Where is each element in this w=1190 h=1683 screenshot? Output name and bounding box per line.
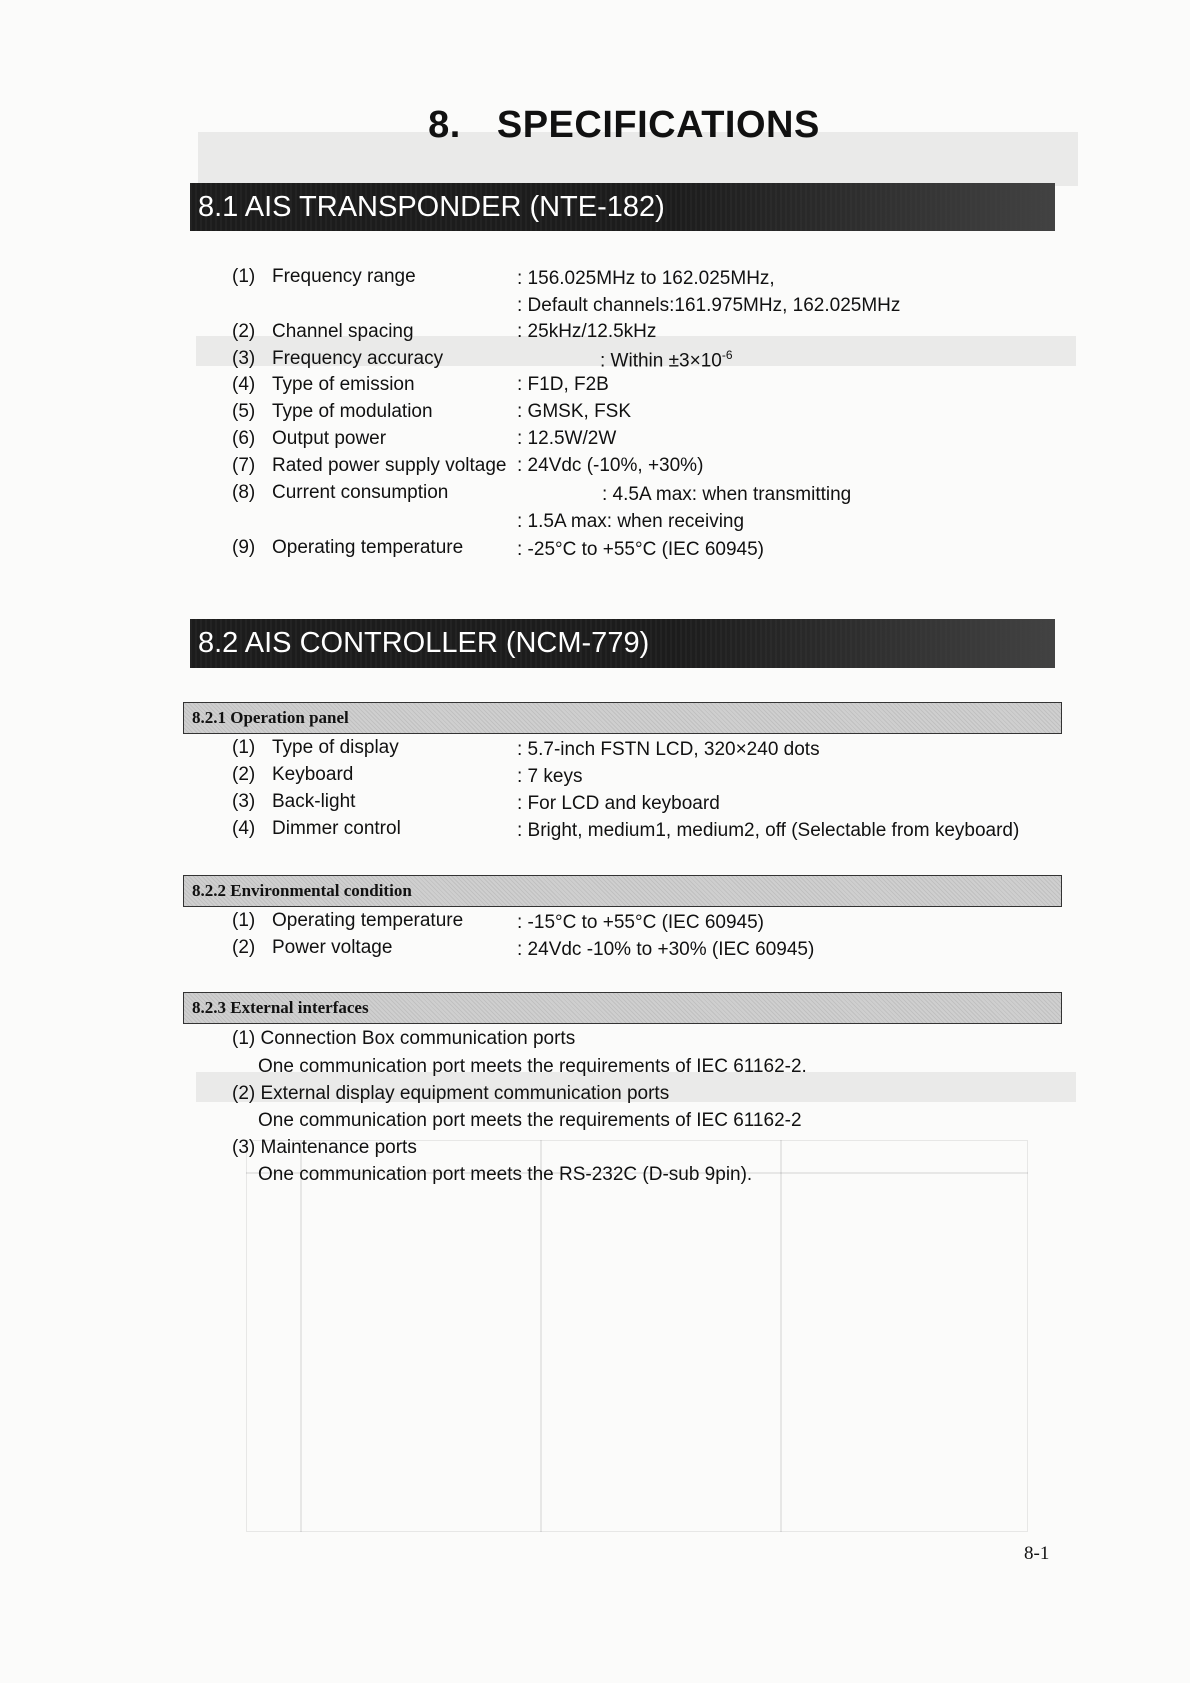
item-number: (2) (232, 937, 256, 958)
subsection-heading-external-interfaces (183, 992, 1062, 1024)
item-value: : 7 keys (517, 766, 583, 787)
bleed-through-table (246, 1140, 1028, 1532)
item-value: : GMSK, FSK (517, 401, 632, 422)
bleed-through-rule (540, 1140, 542, 1532)
bleed-through-rule (780, 1140, 782, 1532)
item-number: (6) (232, 428, 256, 449)
section-heading-text: 8.2 AIS CONTROLLER (NCM-779) (198, 627, 650, 659)
item-number: (4) (232, 374, 256, 395)
item-value-continued: : Default channels:161.975MHz, 162.025MHz (517, 295, 901, 316)
item-value: : 24Vdc (-10%, +30%) (517, 455, 704, 476)
item-value: : 12.5W/2W (517, 428, 617, 449)
page-number: 8-1 (1024, 1543, 1050, 1564)
item-label: Type of display (272, 737, 399, 758)
item-number: (2) (232, 764, 256, 785)
section-heading-transponder (190, 183, 1055, 231)
item-label: Power voltage (272, 937, 393, 958)
item-label: Type of modulation (272, 401, 433, 422)
item-value: : Bright, medium1, medium2, off (Selectable from keyboard) (517, 820, 1020, 841)
item-number: (1) (232, 737, 256, 758)
item-value: : -25°C to +55°C (IEC 60945) (517, 539, 765, 560)
item-value: : 156.025MHz to 162.025MHz, (517, 268, 775, 289)
item-value: : 5.7-inch FSTN LCD, 320×240 dots (517, 739, 820, 760)
item-value: : 25kHz/12.5kHz (517, 321, 657, 342)
item-label: Rated power supply voltage (272, 455, 507, 476)
item-value (600, 348, 733, 372)
chapter-title: SPECIFICATIONS (496, 104, 820, 146)
item-label: Dimmer control (272, 818, 401, 839)
section-heading-text: 8.1 AIS TRANSPONDER (NTE-182) (198, 190, 665, 223)
interface-title: (1) Connection Box communication ports (232, 1028, 576, 1049)
interface-title: (2) External display equipment communication ports (232, 1083, 670, 1104)
item-value-text: : Within ±3×10 (600, 350, 722, 372)
item-value-continued: : 1.5A max: when receiving (517, 511, 745, 532)
interface-title: (3) Maintenance ports (232, 1137, 417, 1158)
item-label: Channel spacing (272, 321, 414, 342)
item-label: Type of emission (272, 374, 415, 395)
item-value-exponent: -6 (721, 348, 733, 362)
item-value: : -15°C to +55°C (IEC 60945) (517, 912, 765, 933)
heading-gradient (675, 619, 1055, 668)
item-number: (5) (232, 401, 256, 422)
item-label: Back-light (272, 791, 356, 812)
chapter-number: 8. (428, 104, 461, 146)
item-label: Frequency accuracy (272, 348, 444, 369)
interface-description: One communication port meets the RS-232C (D-sub 9pin). (258, 1164, 753, 1185)
subsection-heading-text: 8.2.3 External interfaces (192, 998, 369, 1017)
page-title (0, 104, 1190, 147)
subsection-heading-text: 8.2.1 Operation panel (192, 708, 349, 727)
item-number: (1) (232, 266, 256, 287)
item-label: Current consumption (272, 482, 449, 503)
item-number: (7) (232, 455, 256, 476)
section-heading-controller (190, 619, 1055, 668)
item-number: (9) (232, 537, 256, 558)
item-label: Operating temperature (272, 910, 464, 931)
item-number: (3) (232, 348, 256, 369)
item-number: (3) (232, 791, 256, 812)
interface-description: One communication port meets the requirements of IEC 61162-2. (258, 1056, 807, 1077)
item-label: Frequency range (272, 266, 416, 287)
item-label: Keyboard (272, 764, 354, 785)
item-number: (2) (232, 321, 256, 342)
item-label: Output power (272, 428, 387, 449)
heading-gradient (675, 183, 1055, 231)
item-number: (8) (232, 482, 256, 503)
subsection-heading-operation-panel (183, 702, 1062, 734)
item-number: (1) (232, 910, 256, 931)
bleed-through-rule (300, 1140, 302, 1532)
item-value: : For LCD and keyboard (517, 793, 720, 814)
item-value: : 24Vdc -10% to +30% (IEC 60945) (517, 939, 815, 960)
item-value: : 4.5A max: when transmitting (602, 484, 852, 505)
item-value: : F1D, F2B (517, 374, 609, 395)
item-label: Operating temperature (272, 537, 464, 558)
subsection-heading-environmental (183, 875, 1062, 907)
subsection-heading-text: 8.2.2 Environmental condition (192, 881, 412, 900)
interface-description: One communication port meets the requirements of IEC 61162-2 (258, 1110, 802, 1131)
item-number: (4) (232, 818, 256, 839)
